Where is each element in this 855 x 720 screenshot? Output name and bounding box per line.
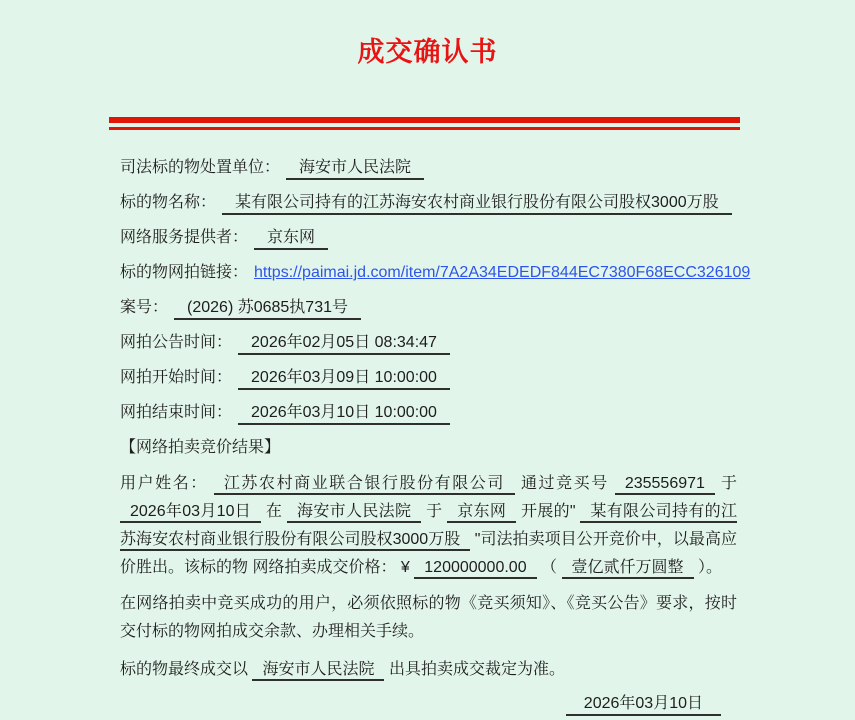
field-label: 网络服务提供者： xyxy=(120,229,249,246)
field-label: 网拍开始时间： xyxy=(120,369,233,386)
final-paragraph xyxy=(120,656,737,684)
final-tail: 出具拍卖成交裁定为准。 xyxy=(388,661,565,678)
buyer-name: 江苏农村商业联合银行股份有限公司 xyxy=(214,475,515,495)
deal-price: 120000000.00 xyxy=(414,559,536,579)
field-value: 2026年03月10日 10:00:00 xyxy=(238,404,450,425)
field-row-subject-name xyxy=(120,192,737,213)
paren-close: ）。 xyxy=(697,559,722,576)
result-on: 于 xyxy=(720,475,737,492)
result-tail: "司法拍卖项目公开竞价中，以最高应价胜出。该标的物 网络拍卖成交价格： xyxy=(120,531,737,576)
bid-number: 235556971 xyxy=(615,475,715,495)
final-lead: 标的物最终成交以 xyxy=(120,661,249,678)
result-held: 开展的" xyxy=(520,503,576,520)
rule-thin xyxy=(109,127,740,130)
field-label: 网拍结束时间： xyxy=(120,404,233,421)
footer-date: 2026年03月10日 xyxy=(566,695,721,716)
document-body xyxy=(120,157,751,718)
platform-name: 京东网 xyxy=(447,503,516,523)
field-label: 案号： xyxy=(120,299,169,316)
field-label: 标的物网拍链接： xyxy=(120,264,249,281)
result-via: 通过竞买号 xyxy=(520,475,609,492)
field-value: (2026) 苏0685执731号 xyxy=(174,299,361,320)
field-label: 网拍公告时间： xyxy=(120,334,233,351)
auction-link[interactable]: https://paimai.jd.com/item/7A2A34EDEDF844EC7380F68ECC326109 xyxy=(254,264,751,281)
result-at: 在 xyxy=(265,503,283,520)
field-row-case-number xyxy=(120,297,737,318)
result-lead: 用户姓名： xyxy=(120,475,208,492)
field-row-start-time xyxy=(120,367,737,388)
field-value: 2026年02月05日 08:34:47 xyxy=(238,334,450,355)
deal-date: 2026年03月10日 xyxy=(120,503,261,523)
paren-open: （ xyxy=(541,559,558,576)
notice-paragraph: 在网络拍卖中竞买成功的用户，必须依照标的物《竞买须知》、《竞买公告》要求，按时交付标的物网拍成交余款、办理相关手续。 xyxy=(120,595,737,640)
field-row-auction-link xyxy=(120,262,751,283)
field-value: 2026年03月09日 10:00:00 xyxy=(238,369,450,390)
doc-title: 成交确认书 xyxy=(357,37,498,67)
double-rule xyxy=(109,117,740,130)
field-row-service-provider xyxy=(120,227,737,248)
final-court-name: 海安市人民法院 xyxy=(252,661,384,681)
deal-price-capital: 壹亿贰仟万圆整 xyxy=(562,559,694,579)
result-paragraph xyxy=(120,470,737,582)
result-on2: 于 xyxy=(426,503,443,520)
field-value: 海安市人民法院 xyxy=(286,159,424,180)
section-header-bidding-result: 【网络拍卖竞价结果】 xyxy=(120,439,281,456)
subject-name: 某有限公司持有的江苏海安农村商业银行股份有限公司股权3000万股 xyxy=(120,503,737,551)
rule-thick xyxy=(109,117,740,123)
field-value: 京东网 xyxy=(254,229,328,250)
field-label: 司法标的物处置单位： xyxy=(120,159,281,176)
currency-symbol: ¥ xyxy=(400,559,410,576)
footer-date-line xyxy=(120,690,737,718)
field-row-disposal-unit xyxy=(120,157,737,178)
court-name: 海安市人民法院 xyxy=(287,503,421,523)
field-label: 标的物名称： xyxy=(120,194,217,211)
field-value: 某有限公司持有的江苏海安农村商业银行股份有限公司股权3000万股 xyxy=(222,194,732,215)
field-row-end-time xyxy=(120,402,737,423)
field-row-announce-time xyxy=(120,332,737,353)
